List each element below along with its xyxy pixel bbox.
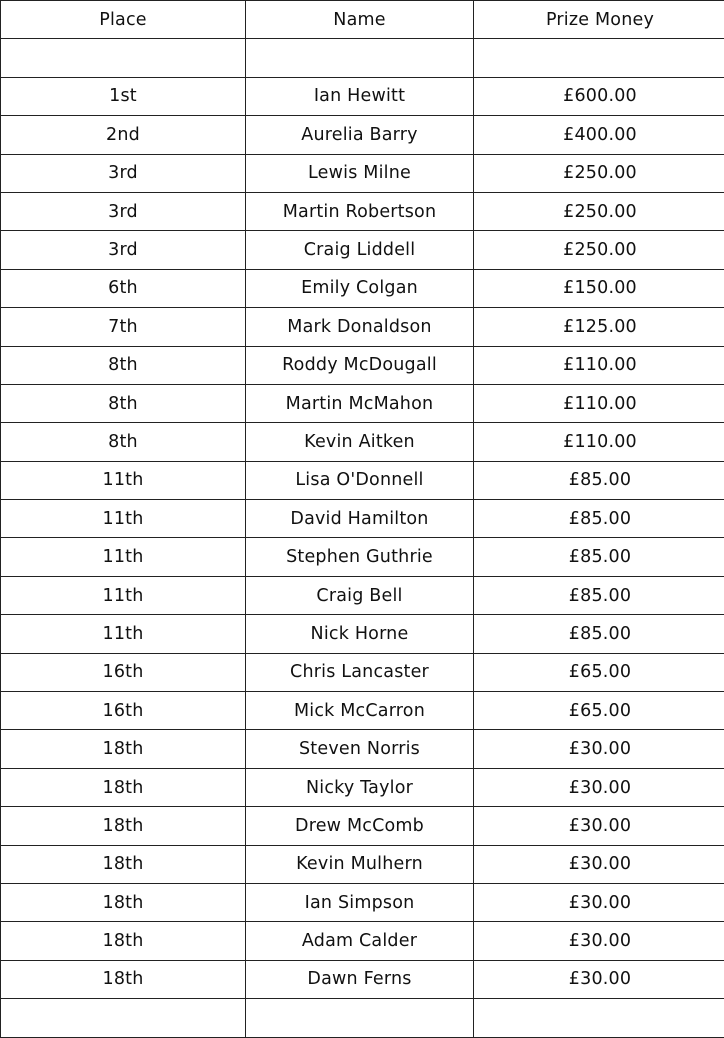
prize-money-cell: £400.00 [474, 116, 724, 154]
prize-money-cell: £250.00 [474, 154, 724, 192]
place-cell: 18th [1, 922, 246, 960]
prize-money-cell: £85.00 [474, 461, 724, 499]
place-cell: 11th [1, 500, 246, 538]
prize-money-cell: £65.00 [474, 692, 724, 730]
name-cell: Mick McCarron [246, 692, 474, 730]
place-cell: 11th [1, 461, 246, 499]
name-cell: Emily Colgan [246, 269, 474, 307]
prize-money-cell: £30.00 [474, 960, 724, 998]
place-cell: 8th [1, 423, 246, 461]
table-row [1, 538, 724, 576]
table-row [1, 807, 724, 845]
place-cell: 18th [1, 768, 246, 806]
table-row [1, 77, 724, 115]
name-cell: Kevin Aitken [246, 423, 474, 461]
prize-money-header: Prize Money [474, 1, 724, 39]
table-row [1, 39, 724, 77]
place-cell: 7th [1, 308, 246, 346]
place-cell: 3rd [1, 192, 246, 230]
place-cell: 18th [1, 730, 246, 768]
prize-money-cell: £85.00 [474, 615, 724, 653]
prize-money-cell: £110.00 [474, 423, 724, 461]
table-row [1, 692, 724, 730]
name-cell: Nick Horne [246, 615, 474, 653]
table-row [1, 960, 724, 998]
place-cell: 1st [1, 77, 246, 115]
place-cell: 11th [1, 615, 246, 653]
table-row [1, 653, 724, 691]
prize-money-cell: £125.00 [474, 308, 724, 346]
name-cell: Dawn Ferns [246, 960, 474, 998]
prize-money-cell: £110.00 [474, 384, 724, 422]
table-row [1, 845, 724, 883]
name-cell: Lewis Milne [246, 154, 474, 192]
name-cell: Ian Simpson [246, 883, 474, 921]
prize-money-cell [474, 999, 724, 1037]
table-row [1, 308, 724, 346]
place-cell: 18th [1, 807, 246, 845]
name-cell: Steven Norris [246, 730, 474, 768]
name-cell: Chris Lancaster [246, 653, 474, 691]
name-cell: Drew McComb [246, 807, 474, 845]
place-cell [1, 999, 246, 1037]
name-cell: Lisa O'Donnell [246, 461, 474, 499]
table-row [1, 116, 724, 154]
table-row [1, 154, 724, 192]
prize-money-cell: £30.00 [474, 807, 724, 845]
table-row [1, 883, 724, 921]
table-row [1, 576, 724, 614]
place-cell: 6th [1, 269, 246, 307]
prize-money-cell: £600.00 [474, 77, 724, 115]
name-cell: David Hamilton [246, 500, 474, 538]
table-row [1, 346, 724, 384]
place-cell: 11th [1, 576, 246, 614]
table-row [1, 615, 724, 653]
table-row [1, 192, 724, 230]
header-row [1, 1, 724, 39]
prize-money-cell: £30.00 [474, 922, 724, 960]
table-row [1, 768, 724, 806]
table-row [1, 269, 724, 307]
name-cell: Roddy McDougall [246, 346, 474, 384]
place-cell: 8th [1, 346, 246, 384]
table-row [1, 231, 724, 269]
place-cell: 18th [1, 960, 246, 998]
table-row [1, 730, 724, 768]
table-row [1, 500, 724, 538]
name-cell: Ian Hewitt [246, 77, 474, 115]
place-cell: 16th [1, 692, 246, 730]
prize-money-cell: £250.00 [474, 231, 724, 269]
place-cell: 16th [1, 653, 246, 691]
name-cell: Stephen Guthrie [246, 538, 474, 576]
name-cell [246, 999, 474, 1037]
table-row [1, 384, 724, 422]
place-cell: 8th [1, 384, 246, 422]
place-cell: 11th [1, 538, 246, 576]
prize-money-cell: £85.00 [474, 538, 724, 576]
place-cell: 3rd [1, 231, 246, 269]
name-cell: Mark Donaldson [246, 308, 474, 346]
table-row [1, 922, 724, 960]
place-cell: 2nd [1, 116, 246, 154]
prize-money-cell: £110.00 [474, 346, 724, 384]
name-cell: Martin McMahon [246, 384, 474, 422]
name-cell: Adam Calder [246, 922, 474, 960]
table-row [1, 423, 724, 461]
name-cell: Kevin Mulhern [246, 845, 474, 883]
place-cell: 18th [1, 845, 246, 883]
table-row [1, 461, 724, 499]
place-cell: 3rd [1, 154, 246, 192]
name-cell: Aurelia Barry [246, 116, 474, 154]
table-row [1, 999, 724, 1037]
prize-money-cell [474, 39, 724, 77]
prize-money-cell: £85.00 [474, 576, 724, 614]
name-cell [246, 39, 474, 77]
prize-money-cell: £30.00 [474, 768, 724, 806]
prize-money-cell: £30.00 [474, 883, 724, 921]
place-header: Place [1, 1, 246, 39]
prize-money-cell: £65.00 [474, 653, 724, 691]
prize-money-cell: £150.00 [474, 269, 724, 307]
place-cell [1, 39, 246, 77]
name-cell: Martin Robertson [246, 192, 474, 230]
prize-money-cell: £250.00 [474, 192, 724, 230]
name-header: Name [246, 1, 474, 39]
name-cell: Craig Bell [246, 576, 474, 614]
prize-money-cell: £30.00 [474, 845, 724, 883]
place-cell: 18th [1, 883, 246, 921]
table-body [1, 39, 724, 1037]
prize-money-cell: £85.00 [474, 500, 724, 538]
name-cell: Nicky Taylor [246, 768, 474, 806]
prize-money-cell: £30.00 [474, 730, 724, 768]
name-cell: Craig Liddell [246, 231, 474, 269]
